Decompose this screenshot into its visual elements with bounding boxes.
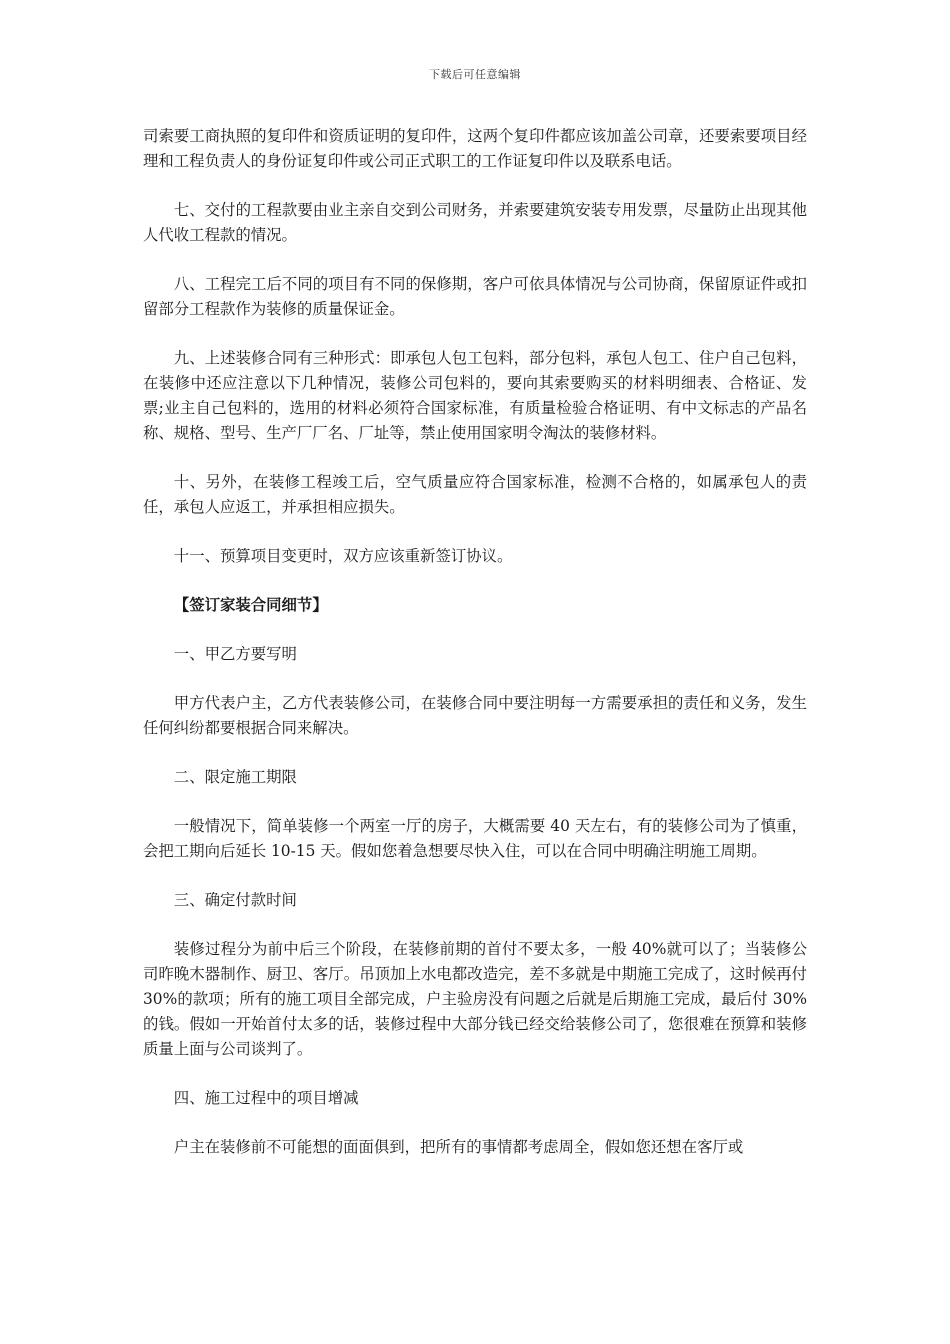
paragraph-continued-qualifications: 司索要工商执照的复印件和资质证明的复印件，这两个复印件都应该加盖公司章，还要索要项目经理和工程负责人的身份证复印件或公司正式职工的工作证复印件以及联系电话。 xyxy=(143,127,807,170)
paragraph-item-9-contract-forms: 九、上述装修合同有三种形式：即承包人包工包料，部分包料，承包人包工、住户自己包料，在装修中还应注意以下几种情况，装修公司包料的，要向其索要购买的材料明细表、合格证、发票;业主自己包料的，选用的材料必须符合国家标准，有质量检验合格证明、有中文标志的产品名称、规格、型号、生产厂厂名、厂址等，禁止使用国家明令淘汰的装修材料。 xyxy=(143,349,807,442)
document-body xyxy=(143,124,807,1184)
subheading-payment-time: 三、确定付款时间 xyxy=(173,891,297,909)
paragraph-payment-time: 装修过程分为前中后三个阶段，在装修前期的首付不要太多，一般 40%就可以了；当装修公司昨晚木器制作、厨卫、客厅。吊顶加上水电都改造完，差不多就是中期施工完成了，这时候再付 30%的款项；所有的施工项目全部完成，户主验房没有问题之后就是后期施工完成，最后付 30%的钱。假如一开始首付太多的话，装修过程中大部分钱已经交给装修公司了，您很难在预算和装修质量上面与公司谈判了。 xyxy=(143,940,807,1058)
paragraph-item-10-air-quality: 十、另外，在装修工程竣工后，空气质量应符合国家标准，检测不合格的，如属承包人的责任，承包人应返工，并承担相应损失。 xyxy=(143,473,807,516)
paragraph-project-changes: 户主在装修前不可能想的面面俱到，把所有的事情都考虑周全，假如您还想在客厅或 xyxy=(173,1138,744,1156)
paragraph-item-7-payment: 七、交付的工程款要由业主亲自交到公司财务，并索要建筑安装专用发票，尽量防止出现其他人代收工程款的情况。 xyxy=(143,201,807,244)
paragraph-construction-period: 一般情况下，简单装修一个两室一厅的房子，大概需要 40 天左右，有的装修公司为了慎重，会把工期向后延长 10-15 天。假如您着急想要尽快入住，可以在合同中明确注明施工周期。 xyxy=(143,817,807,860)
subheading-project-changes: 四、施工过程中的项目增减 xyxy=(173,1089,359,1107)
page-header-note: 下载后可任意编辑 xyxy=(429,68,521,81)
subheading-construction-period: 二、限定施工期限 xyxy=(173,768,297,786)
paragraph-parties: 甲方代表户主，乙方代表装修公司，在装修合同中要注明每一方需要承担的责任和义务，发生任何纠纷都要根据合同来解决。 xyxy=(143,694,807,737)
section-heading-contract-details: 【签订家装合同细节】 xyxy=(173,596,328,614)
subheading-parties: 一、甲乙方要写明 xyxy=(173,645,297,663)
paragraph-item-8-warranty: 八、工程完工后不同的项目有不同的保修期，客户可依具体情况与公司协商，保留原证件或扣留部分工程款作为装修的质量保证金。 xyxy=(143,275,807,318)
paragraph-item-11-budget-change: 十一、预算项目变更时，双方应该重新签订协议。 xyxy=(173,547,513,565)
